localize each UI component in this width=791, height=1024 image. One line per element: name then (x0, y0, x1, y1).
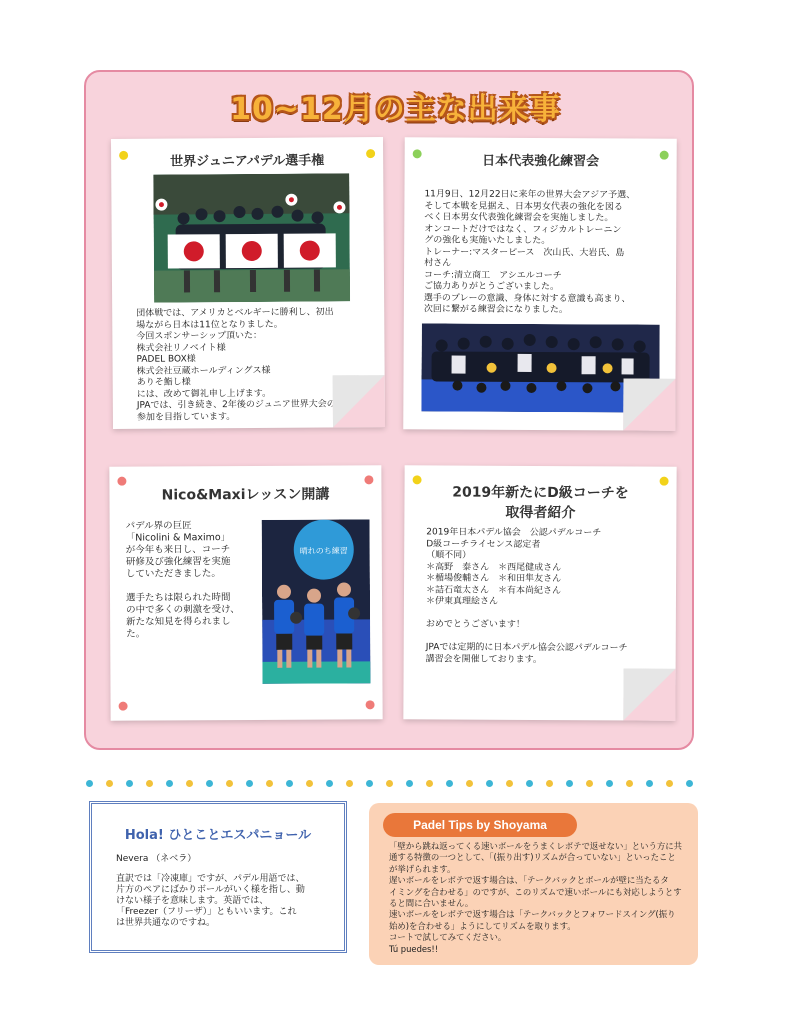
divider-dot (366, 780, 373, 787)
body-line: 次回に繋がる練習会になりました。 (423, 304, 568, 316)
body-line: 今回スポンサーシップ頂いた： (136, 330, 263, 342)
body-line: には、改めて御礼申し上げます。 (136, 388, 272, 400)
divider-dot (486, 780, 493, 787)
divider-dot (126, 780, 133, 787)
body-line: 2019年日本パデル協会 公認パデルコーチ (426, 527, 602, 539)
body-line: の中で多くの刺激を受け、 (126, 604, 240, 616)
photo-banner-text: 晴れのち練習 (299, 546, 348, 556)
card-coach-body (426, 527, 628, 666)
divider-dot (646, 780, 653, 787)
divider-dot (666, 780, 673, 787)
divider-dot (306, 780, 313, 787)
divider-dot (546, 780, 553, 787)
body-line: オンコートだけではなく、フィジカルトレーニン (424, 223, 622, 235)
divider-dot (286, 780, 293, 787)
body-line: た。 (126, 628, 146, 640)
card-national-title: 日本代表強化練習会 (482, 153, 600, 170)
body-line: コーチ:清立商工 アシエルコーチ (424, 269, 562, 281)
body-line: コートで試してみてください。 (389, 932, 507, 943)
body-line: トレーナー:マスターピース 次山氏、大岩氏、島 (424, 246, 625, 258)
body-line: 株式会社豆蔵ホールディングス様 (136, 365, 271, 377)
junior-team-photo-image (153, 173, 350, 302)
divider-dot (206, 780, 213, 787)
page-curl (333, 375, 385, 427)
divider-dot (86, 780, 93, 787)
body-line: グの強化も実施いたしました。 (424, 235, 551, 247)
body-line: パデル界の巨匠 (125, 520, 192, 532)
divider-dot (386, 780, 393, 787)
body-line: 通する特徴の一つとして、「(振り出す)リズムが合っていない」といったこと (389, 852, 676, 863)
card-nico-title: Nico&Maxiレッスン開講 (161, 486, 330, 504)
body-line: ＊伊東真理絵さん (425, 596, 498, 607)
body-line: 11月9日、12月22日に来年の世界大会アジア予選、 (424, 189, 636, 201)
divider-dot (226, 780, 233, 787)
body-line: が今年も来日し、コーチ (125, 544, 231, 556)
divider-dot (106, 780, 113, 787)
padel-tips-box (369, 803, 698, 965)
body-line: 新たな知見を得られまし (126, 616, 231, 628)
body-line: ＊高野 泰さん ＊西尾健成さん (426, 561, 562, 573)
card-nico (109, 465, 382, 720)
card-junior (111, 137, 385, 429)
card-national (403, 137, 677, 430)
card-coach-title-line2: 取得者紹介 (505, 504, 576, 522)
body-line: べく日本男女代表強化練習会を実施しました。 (424, 212, 614, 224)
divider-dot (506, 780, 513, 787)
body-line: 片方のペアにばかりボールがいく様を指し、動 (116, 885, 305, 895)
hola-word: Nevera （ネベラ） (116, 854, 197, 864)
divider-dot (566, 780, 573, 787)
page-curl (623, 668, 675, 720)
divider-dot (686, 780, 693, 787)
body-line: 始め)を合わせる」ようにしてリズムを取ります。 (389, 920, 576, 931)
page-title: 10~12月の主な出来事 (230, 92, 561, 127)
divider-dot (346, 780, 353, 787)
body-line (126, 580, 240, 593)
body-line: JPAでは、引き続き、2年後のジュニア世界大会の (136, 399, 336, 411)
hola-title: Hola! ひとことエスパニョール (124, 828, 312, 843)
card-coach (403, 465, 676, 720)
card-coach-title-line1: 2019年新たにD級コーチを (452, 484, 629, 502)
divider-dot (586, 780, 593, 787)
body-line: そして本戦を見据え、日本男女代表の強化を図る (424, 200, 623, 212)
body-line: イミングを合わせる」のですが、このリズムで速いボールにも対応しようとす (389, 886, 682, 897)
nico-maxi-photo (262, 519, 371, 684)
divider-dot (166, 780, 173, 787)
hola-espanol-box (89, 801, 347, 953)
tips-body (389, 841, 682, 955)
body-line: 選手たちは限られた時間 (125, 592, 231, 604)
body-line: 速いボールをレボテで返す場合は「テークバックとフォワードスイング(振り (389, 909, 676, 920)
page-curl (623, 378, 675, 430)
dot-divider (86, 780, 706, 788)
body-line: ＊詰石竜太さん ＊有本尚紀さん (425, 584, 562, 596)
body-line: Tú puedes!! (389, 943, 439, 954)
body-line: おめでとうございます！ (425, 619, 525, 630)
body-line: 講習会を開催しております。 (425, 653, 542, 665)
body-line: は世界共通なのですね。 (116, 918, 216, 928)
junior-team-photo (153, 173, 350, 302)
body-line: ＊楯場俊輔さん ＊和田隼友さん (426, 573, 562, 585)
body-line: 団体戦では、アメリカとベルギーに勝利し、初出 (136, 307, 334, 319)
body-line: PADEL BOX様 (136, 354, 196, 365)
card-junior-body (136, 307, 336, 423)
body-line: が挙げられます。 (389, 863, 456, 874)
body-line: 株式会社リノベイト様 (136, 342, 226, 354)
divider-dot (146, 780, 153, 787)
pin-dot (119, 702, 128, 711)
body-line: 「壁から跳ね返ってくる速いボールをうまくレボテで返せない」という方に共 (389, 841, 682, 851)
card-nico-body (126, 520, 240, 641)
divider-dot (526, 780, 533, 787)
body-line: ご協力ありがとうございました。 (423, 281, 560, 293)
divider-dot (406, 780, 413, 787)
body-line: 「Freezer（フリーザ）」ともいいます。これ (116, 907, 297, 917)
body-line: （順不同） (426, 550, 472, 561)
divider-dot (426, 780, 433, 787)
divider-dot (186, 780, 193, 787)
divider-dot (246, 780, 253, 787)
card-junior-title: 世界ジュニアパデル選手権 (170, 153, 325, 170)
body-line: していただきました。 (125, 568, 221, 580)
divider-dot (626, 780, 633, 787)
pin-dot (366, 700, 375, 709)
body-line: ると間に合いません。 (389, 898, 474, 909)
hola-body (116, 874, 305, 929)
card-national-body (424, 189, 635, 317)
body-line: 選手のプレーの意識、身体に対する意識も高まり、 (423, 292, 631, 304)
body-line: 参加を目指しています。 (136, 411, 236, 423)
divider-dot (266, 780, 273, 787)
body-line: 遅いボールをレボテで返す場合は、「テークバックとボールが壁に当たるタ (389, 875, 669, 886)
nico-maxi-photo-image (262, 519, 371, 684)
body-line: 「Nicolini & Maximo」 (125, 532, 231, 544)
divider-dot (446, 780, 453, 787)
divider-dot (466, 780, 473, 787)
body-line: 場ながら日本は11位となりました。 (136, 319, 283, 331)
body-line: けない様子を意味します。英語では、 (116, 896, 269, 906)
body-line: D級コーチライセンス認定者 (426, 538, 541, 550)
body-line: JPAでは定期的に日本パデル協会公認パデルコーチ (425, 642, 628, 654)
divider-dot (326, 780, 333, 787)
body-line: 直訳では「冷凍庫」ですが、パデル用語では、 (116, 874, 305, 884)
body-line: 研修及び強化練習を実施 (125, 556, 231, 568)
divider-dot (606, 780, 613, 787)
body-line: ありそ鮨し様 (136, 377, 191, 388)
body-line: 村さん (424, 258, 452, 269)
tips-title: Padel Tips by Shoyama (383, 813, 577, 837)
